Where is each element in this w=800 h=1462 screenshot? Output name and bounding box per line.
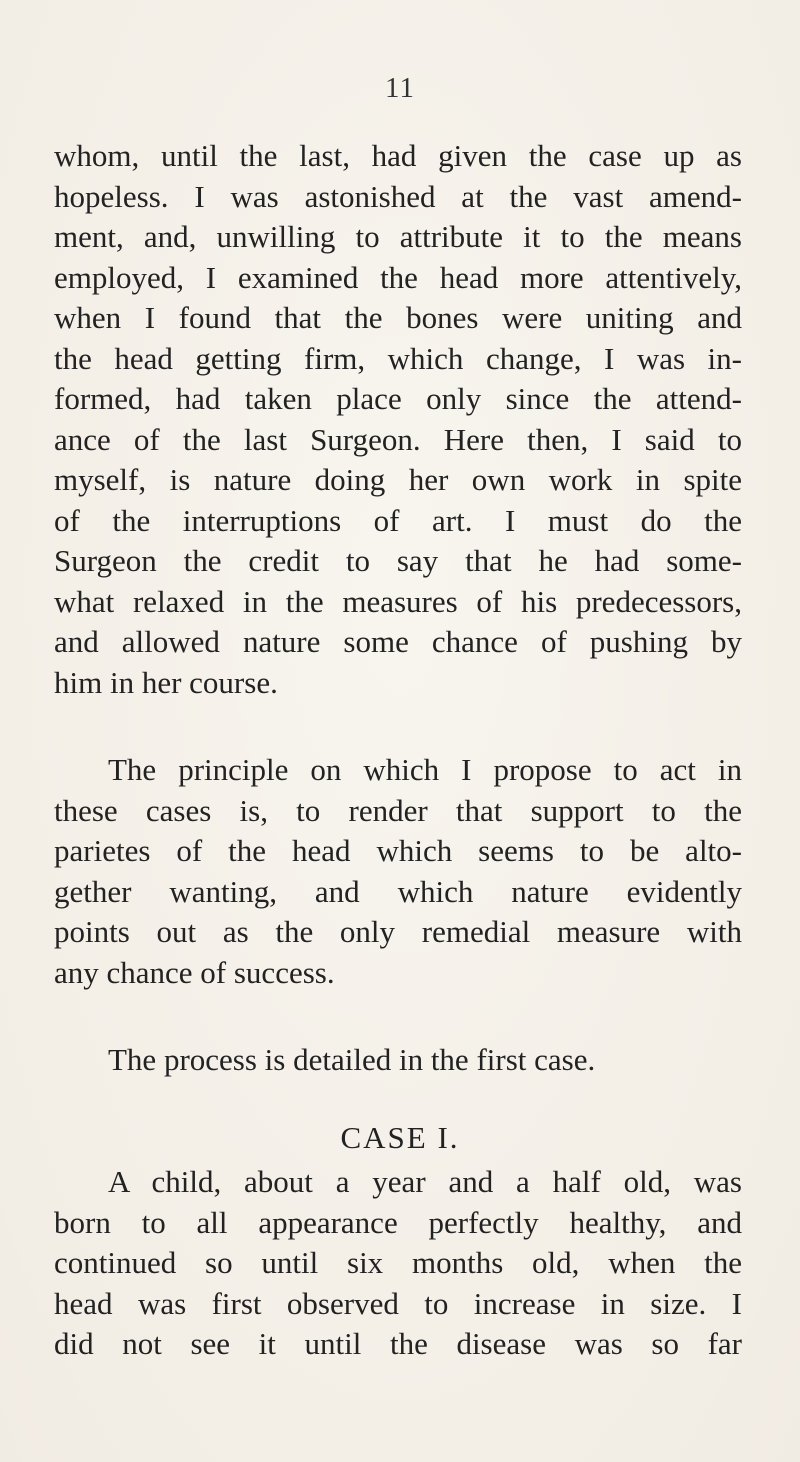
text-line: and allowed nature some chance of pushing by (54, 624, 742, 659)
text-line: employed, I examined the head more attentively, (54, 259, 742, 295)
text-line: born to all appearance perfectly healthy, and (54, 1204, 742, 1240)
text-line: of the interruptions of art. I must do the (54, 502, 742, 538)
text-line: him in her course. (54, 664, 278, 700)
text-line: these cases is, to render that support to the (54, 792, 742, 828)
text-line: hopeless. I was astonished at the vast amend- (54, 178, 742, 214)
paragraph-process (54, 1040, 742, 1081)
text-line: parietes of the head which seems to be alto- (54, 833, 742, 868)
text-line: when I found that the bones were uniting and (54, 300, 742, 335)
text-line: The principle on which I propose to act in (108, 752, 742, 787)
text-line: gether wanting, and which nature evidently (54, 873, 742, 909)
text-line: did not see it until the disease was so far (54, 1326, 742, 1361)
text-line: head was first observed to increase in size. I (54, 1285, 742, 1321)
text-line: points out as the only remedial measure with (54, 914, 742, 949)
case-heading: CASE I. (340, 1120, 460, 1155)
text-line: The process is detailed in the first case. (108, 1042, 596, 1077)
text-line: continued so until six months old, when the (54, 1245, 742, 1280)
text-line: any chance of success. (54, 954, 335, 990)
page-number: 11 (385, 72, 415, 104)
text-line: the head getting firm, which change, I was in- (54, 340, 742, 376)
paragraph-principle (54, 750, 742, 993)
text-line: whom, until the last, had given the case up as (54, 138, 742, 173)
text-line: Surgeon the credit to say that he had some- (54, 543, 742, 578)
text-line: formed, had taken place only since the attend- (54, 381, 742, 416)
paragraph-case-one (54, 1162, 742, 1365)
text-line: ment, and, unwilling to attribute it to the means (54, 219, 742, 254)
text-line: what relaxed in the measures of his predecessors, (54, 583, 742, 619)
text-line: ance of the last Surgeon. Here then, I said to (54, 421, 742, 457)
text-line: A child, about a year and a half old, was (108, 1164, 742, 1199)
text-line: myself, is nature doing her own work in spite (54, 462, 742, 497)
paragraph-continued (54, 136, 742, 703)
